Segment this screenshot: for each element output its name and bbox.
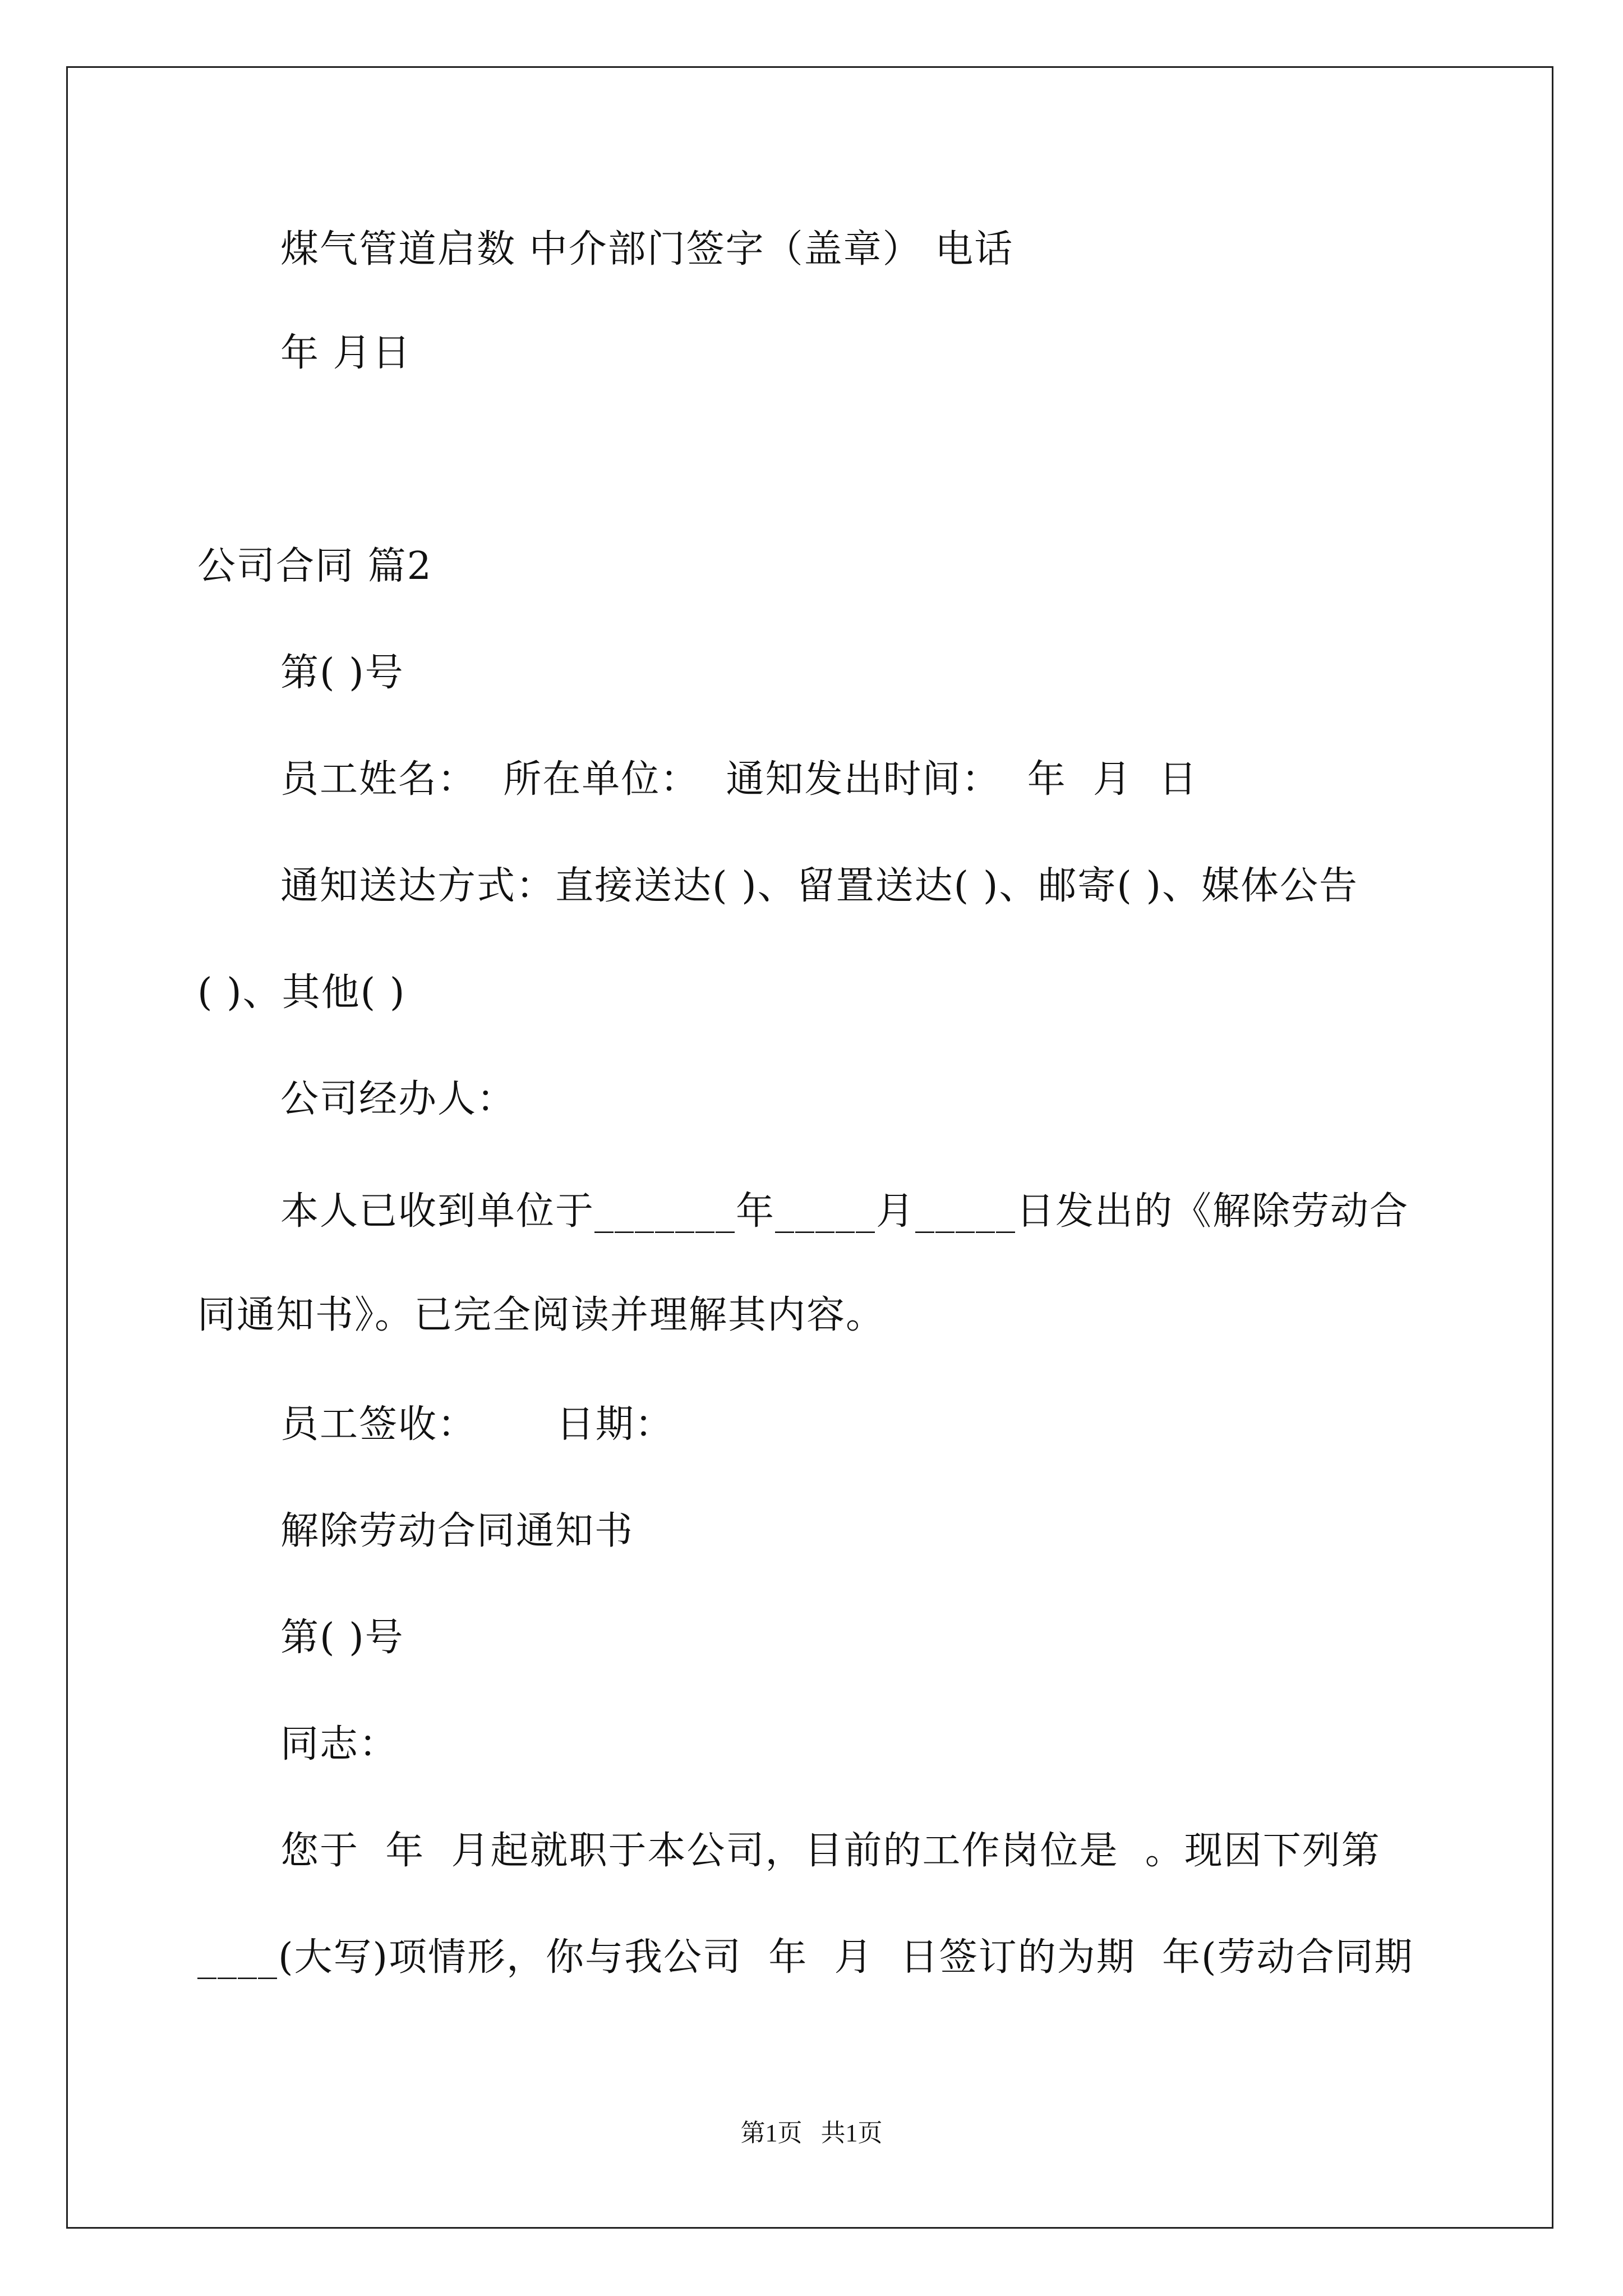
text-line-date: 年 月日: [280, 331, 412, 375]
text-line-delivery-method: 通知送达方式：直接送达( )、留置送达( )、邮寄( )、媒体公告: [280, 864, 1359, 908]
section-heading: 公司合同 篇2: [197, 544, 432, 588]
text-line-receipt-cont: 同通知书》。已完全阅读并理解其内容。: [197, 1293, 886, 1337]
text-line-employee-info: 员工姓名： 所在单位： 通知发出时间： 年 月 日: [280, 757, 1198, 802]
text-line-body-1: 您于 年 月起就职于本公司，目前的工作岗位是 。现因下列第: [280, 1829, 1381, 1873]
text-line-notice-title: 解除劳动合同通知书: [280, 1509, 634, 1553]
footer-page-label: 第1页: [740, 2119, 803, 2147]
footer-total-label: 共1页: [820, 2119, 883, 2147]
text-line-delivery-method-cont: ( )、其他( ): [197, 970, 406, 1015]
page-border: [66, 66, 1553, 2229]
text-line-salutation: 同志：: [280, 1722, 399, 1766]
page-footer: [0, 2118, 1623, 2149]
text-line-receipt: 本人已收到单位于_______年_____月_____日发出的《解除劳动合: [280, 1189, 1409, 1234]
text-line-handler: 公司经办人：: [280, 1077, 517, 1121]
text-line-signature: 员工签收： 日期：: [280, 1402, 674, 1447]
text-line-number-2: 第( )号: [280, 1616, 404, 1660]
text-line-body-2: ____(大写)项情形，你与我公司 年 月 日签订的为期 年(劳动合同期: [197, 1935, 1414, 1980]
text-line-gas-pipe: 煤气管道启数 中介部门签字（盖章） 电话: [280, 227, 1014, 272]
text-line-number: 第( )号: [280, 651, 404, 695]
